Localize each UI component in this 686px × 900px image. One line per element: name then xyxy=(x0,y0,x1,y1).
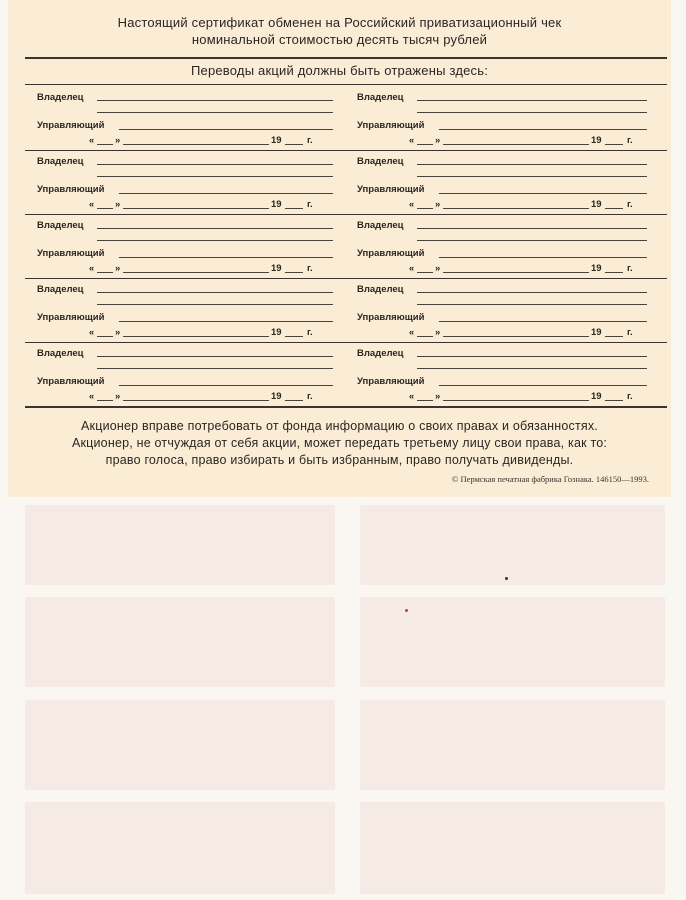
owner-line xyxy=(97,356,333,357)
transfer-entry xyxy=(357,278,657,342)
year-prefix: 19 xyxy=(591,199,602,210)
transfer-record-row xyxy=(25,86,667,150)
year-line xyxy=(285,208,303,209)
year-suffix: г. xyxy=(627,263,633,274)
day-line xyxy=(417,144,433,145)
date-close-quote: » xyxy=(435,135,441,146)
month-line xyxy=(443,208,589,209)
transfer-entry xyxy=(37,150,337,214)
manager-line xyxy=(119,257,333,258)
day-line xyxy=(97,144,113,145)
year-suffix: г. xyxy=(627,135,633,146)
year-prefix: 19 xyxy=(271,135,282,146)
owner-line xyxy=(97,228,333,229)
owner-line xyxy=(417,112,647,113)
date-close-quote: » xyxy=(115,135,121,146)
transfer-entry xyxy=(37,342,337,406)
year-line xyxy=(605,208,623,209)
ink-speck xyxy=(505,577,508,580)
date-open-quote: « xyxy=(89,199,95,210)
manager-label: Управляющий xyxy=(37,120,105,131)
year-line xyxy=(285,400,303,401)
month-line xyxy=(123,208,269,209)
owner-line xyxy=(417,228,647,229)
transfer-entry xyxy=(357,86,657,150)
year-line xyxy=(285,336,303,337)
year-line xyxy=(605,336,623,337)
owner-line xyxy=(417,356,647,357)
date-open-quote: « xyxy=(409,327,415,338)
rights-line-3: право голоса, право избирать и быть избранным, право получать дивиденды. xyxy=(105,453,574,467)
manager-label: Управляющий xyxy=(37,248,105,259)
manager-line xyxy=(119,129,333,130)
ghost-panel xyxy=(25,597,335,687)
bleed-through-area xyxy=(0,497,686,900)
date-open-quote: « xyxy=(409,135,415,146)
year-prefix: 19 xyxy=(591,263,602,274)
day-line xyxy=(97,272,113,273)
transfers-title: Переводы акций должны быть отражены здесь: xyxy=(190,63,489,78)
date-close-quote: » xyxy=(115,199,121,210)
divider xyxy=(25,57,667,59)
manager-label: Управляющий xyxy=(357,248,425,259)
ghost-panel xyxy=(25,700,335,790)
year-suffix: г. xyxy=(627,199,633,210)
date-open-quote: « xyxy=(89,327,95,338)
date-close-quote: » xyxy=(435,327,441,338)
owner-label: Владелец xyxy=(357,220,404,231)
month-line xyxy=(443,144,589,145)
date-close-quote: » xyxy=(115,327,121,338)
year-line xyxy=(605,272,623,273)
year-line xyxy=(285,272,303,273)
divider xyxy=(25,84,667,85)
year-suffix: г. xyxy=(307,135,313,146)
ghost-panel xyxy=(25,802,335,894)
exchange-notice-line-1: Настоящий сертификат обменен на Российский приватизационный чек xyxy=(117,15,562,30)
manager-line xyxy=(119,321,333,322)
owner-line xyxy=(417,176,647,177)
month-line xyxy=(443,400,589,401)
rights-line-2: Акционер, не отчуждая от себя акции, может передать третьему лицу свои права, как то: xyxy=(71,436,608,450)
year-line xyxy=(605,144,623,145)
owner-line xyxy=(417,368,647,369)
owner-line xyxy=(97,176,333,177)
owner-line xyxy=(97,304,333,305)
manager-label: Управляющий xyxy=(357,184,425,195)
owner-line xyxy=(97,292,333,293)
year-suffix: г. xyxy=(627,391,633,402)
year-suffix: г. xyxy=(307,263,313,274)
shareholder-rights-note xyxy=(8,418,671,469)
owner-label: Владелец xyxy=(37,220,84,231)
owner-label: Владелец xyxy=(357,92,404,103)
date-open-quote: « xyxy=(89,391,95,402)
owner-line xyxy=(417,292,647,293)
ghost-panel xyxy=(360,802,665,894)
year-suffix: г. xyxy=(627,327,633,338)
year-prefix: 19 xyxy=(591,327,602,338)
transfer-record-row xyxy=(25,278,667,342)
transfer-entry xyxy=(357,214,657,278)
day-line xyxy=(417,336,433,337)
month-line xyxy=(123,272,269,273)
day-line xyxy=(97,208,113,209)
date-close-quote: » xyxy=(115,263,121,274)
day-line xyxy=(417,272,433,273)
manager-line xyxy=(439,257,647,258)
manager-line xyxy=(439,321,647,322)
day-line xyxy=(97,336,113,337)
day-line xyxy=(417,208,433,209)
year-line xyxy=(285,144,303,145)
manager-label: Управляющий xyxy=(37,376,105,387)
year-suffix: г. xyxy=(307,391,313,402)
date-open-quote: « xyxy=(409,263,415,274)
manager-line xyxy=(119,385,333,386)
day-line xyxy=(97,400,113,401)
transfer-record-row xyxy=(25,342,667,406)
date-open-quote: « xyxy=(409,199,415,210)
date-open-quote: « xyxy=(89,263,95,274)
date-close-quote: » xyxy=(435,391,441,402)
owner-line xyxy=(97,240,333,241)
owner-line xyxy=(417,164,647,165)
year-suffix: г. xyxy=(307,199,313,210)
date-close-quote: » xyxy=(435,199,441,210)
owner-line xyxy=(417,100,647,101)
owner-line xyxy=(97,164,333,165)
year-line xyxy=(605,400,623,401)
year-prefix: 19 xyxy=(591,391,602,402)
transfer-entry xyxy=(37,278,337,342)
owner-label: Владелец xyxy=(37,156,84,167)
owner-line xyxy=(417,240,647,241)
manager-line xyxy=(119,193,333,194)
ghost-panel xyxy=(25,505,335,585)
manager-line xyxy=(439,129,647,130)
month-line xyxy=(123,400,269,401)
month-line xyxy=(443,272,589,273)
year-prefix: 19 xyxy=(271,391,282,402)
month-line xyxy=(443,336,589,337)
transfer-entry xyxy=(357,342,657,406)
ghost-panel xyxy=(360,700,665,790)
transfer-record-row xyxy=(25,150,667,214)
owner-line xyxy=(97,368,333,369)
ink-speck xyxy=(405,609,408,612)
year-prefix: 19 xyxy=(271,199,282,210)
transfer-entry xyxy=(37,214,337,278)
ghost-panel xyxy=(360,505,665,585)
date-close-quote: » xyxy=(115,391,121,402)
exchange-notice xyxy=(8,14,671,48)
year-prefix: 19 xyxy=(271,327,282,338)
month-line xyxy=(123,336,269,337)
manager-line xyxy=(439,385,647,386)
year-prefix: 19 xyxy=(591,135,602,146)
certificate-back xyxy=(8,0,671,497)
manager-label: Управляющий xyxy=(357,120,425,131)
transfer-record-row xyxy=(25,214,667,278)
day-line xyxy=(417,400,433,401)
owner-label: Владелец xyxy=(357,284,404,295)
owner-line xyxy=(417,304,647,305)
date-open-quote: « xyxy=(89,135,95,146)
owner-line xyxy=(97,112,333,113)
manager-label: Управляющий xyxy=(357,376,425,387)
printer-imprint: © Пермская печатная фабрика Гознака. 146150—1993. xyxy=(451,474,649,484)
manager-label: Управляющий xyxy=(37,312,105,323)
owner-label: Владелец xyxy=(357,348,404,359)
owner-label: Владелец xyxy=(357,156,404,167)
owner-label: Владелец xyxy=(37,348,84,359)
divider xyxy=(25,406,667,408)
manager-label: Управляющий xyxy=(37,184,105,195)
year-suffix: г. xyxy=(307,327,313,338)
owner-label: Владелец xyxy=(37,284,84,295)
owner-label: Владелец xyxy=(37,92,84,103)
transfer-entry xyxy=(37,86,337,150)
year-prefix: 19 xyxy=(271,263,282,274)
transfer-entry xyxy=(357,150,657,214)
date-close-quote: » xyxy=(435,263,441,274)
exchange-notice-line-2: номинальной стоимостью десять тысяч рублей xyxy=(191,32,488,47)
date-open-quote: « xyxy=(409,391,415,402)
manager-label: Управляющий xyxy=(357,312,425,323)
rights-line-1: Акционер вправе потребовать от фонда информацию о своих правах и обязанностях. xyxy=(81,419,598,433)
month-line xyxy=(123,144,269,145)
manager-line xyxy=(439,193,647,194)
owner-line xyxy=(97,100,333,101)
